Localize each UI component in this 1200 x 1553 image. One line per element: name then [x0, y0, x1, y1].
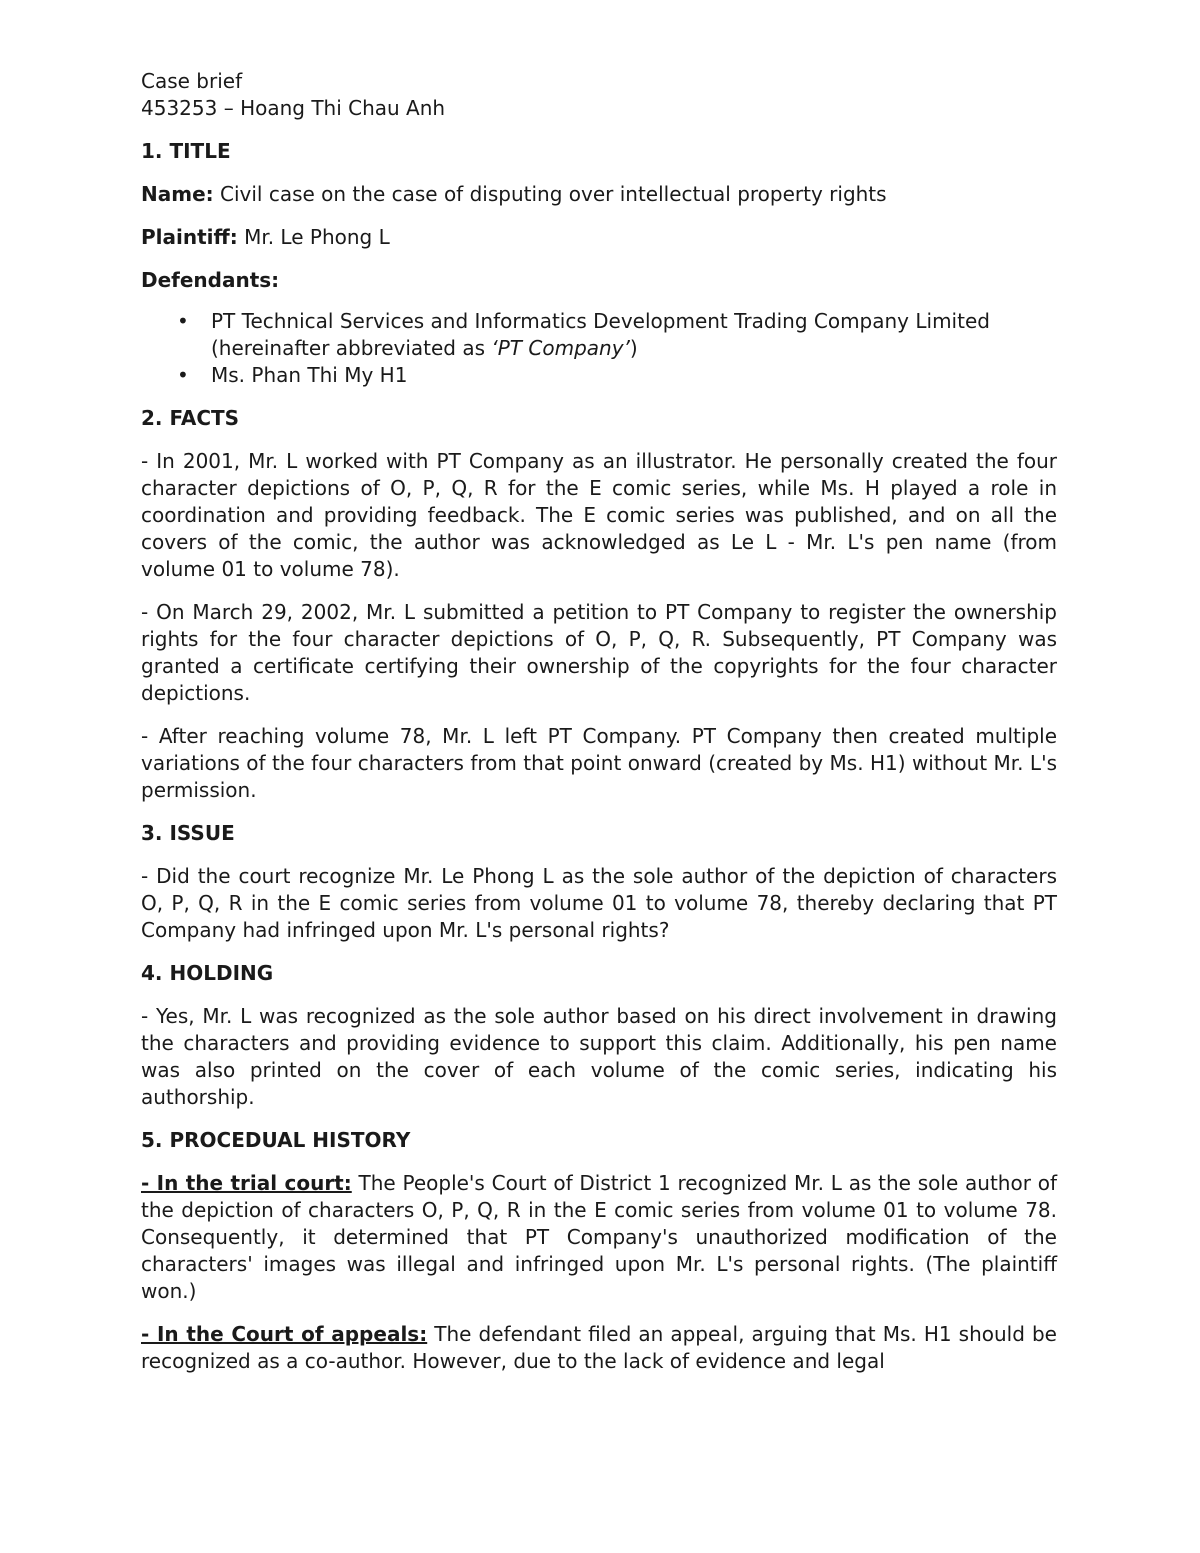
- facts-paragraph: - After reaching volume 78, Mr. L left PT Company. PT Company then created multiple variations of the four characters from that point onward (created by Ms. H1) without Mr. L's permission.: [141, 724, 1057, 802]
- facts-paragraph: - On March 29, 2002, Mr. L submitted a petition to PT Company to register the ownership rights for the four character depictions of O, P, Q, R. Subsequently, PT Company was granted a certificate certifying their ownership of the copyrights for the four character depictions.: [141, 600, 1057, 705]
- student-id-line: 453253 – Hoang Thi Chau Anh: [141, 96, 446, 120]
- defendants-label: Defendants:: [141, 268, 280, 292]
- plaintiff-field: [141, 224, 1057, 251]
- issue-paragraph: - Did the court recognize Mr. Le Phong L as the sole author of the depiction of characters O, P, Q, R in the E comic series from volume 01 to volume 78, thereby declaring that PT Company had infringed upon Mr. L's personal rights?: [141, 864, 1057, 942]
- case-name-label: Name:: [141, 182, 214, 206]
- appeal-court-lead: - In the Court of appeals:: [141, 1322, 428, 1346]
- plaintiff-value: Mr. Le Phong L: [244, 225, 390, 249]
- section-title-heading: 1. TITLE: [141, 139, 231, 163]
- case-name-field: [141, 181, 1057, 208]
- section-facts-heading: 2. FACTS: [141, 406, 240, 430]
- case-name-value: Civil case on the case of disputing over intellectual property rights: [220, 182, 887, 206]
- trial-court-paragraph: - In the trial court: The People's Court of District 1 recognized Mr. L as the sole author of the depiction of characters O, P, Q, R in the E comic series from volume 01 to volume 78. Consequently, it determined that PT Company's unauthorized modification of the characters' images was illegal and infringed upon Mr. L's personal rights. (The plaintiff won.): [141, 1171, 1057, 1303]
- section-procedural-heading: 5. PROCEDUAL HISTORY: [141, 1128, 411, 1152]
- section-issue-heading: 3. ISSUE: [141, 821, 235, 845]
- bullet-icon: •: [177, 309, 189, 333]
- bullet-icon: •: [177, 363, 189, 387]
- document-page: [141, 68, 1057, 1375]
- trial-court-lead: - In the trial court:: [141, 1171, 352, 1195]
- facts-paragraph: - In 2001, Mr. L worked with PT Company as an illustrator. He personally created the four character depictions of O, P, Q, R for the E comic series, while Ms. H played a role in coordination and providing feedback. The E comic series was published, and on all the covers of the comic, the author was acknowledged as Le L - Mr. L's pen name (from volume 01 to volume 78).: [141, 449, 1057, 581]
- defendant-item: • PT Technical Services and Informatics Development Trading Company Limited (hereinafter abbreviated as ‘PT Company’): [177, 309, 990, 360]
- doc-type-line: Case brief: [141, 69, 243, 93]
- holding-paragraph: - Yes, Mr. L was recognized as the sole author based on his direct involvement in drawing the characters and providing evidence to support this claim. Additionally, his pen name was also printed on the cover of each volume of the comic series, indicating his authorship.: [141, 1004, 1057, 1109]
- appeal-court-paragraph: - In the Court of appeals: The defendant filed an appeal, arguing that Ms. H1 should be recognized as a co-author. However, due to the lack of evidence and legal: [141, 1322, 1057, 1373]
- defendants-list: [141, 308, 1057, 389]
- section-holding-heading: 4. HOLDING: [141, 961, 274, 985]
- defendant-item: • Ms. Phan Thi My H1: [177, 363, 408, 387]
- plaintiff-label: Plaintiff:: [141, 225, 238, 249]
